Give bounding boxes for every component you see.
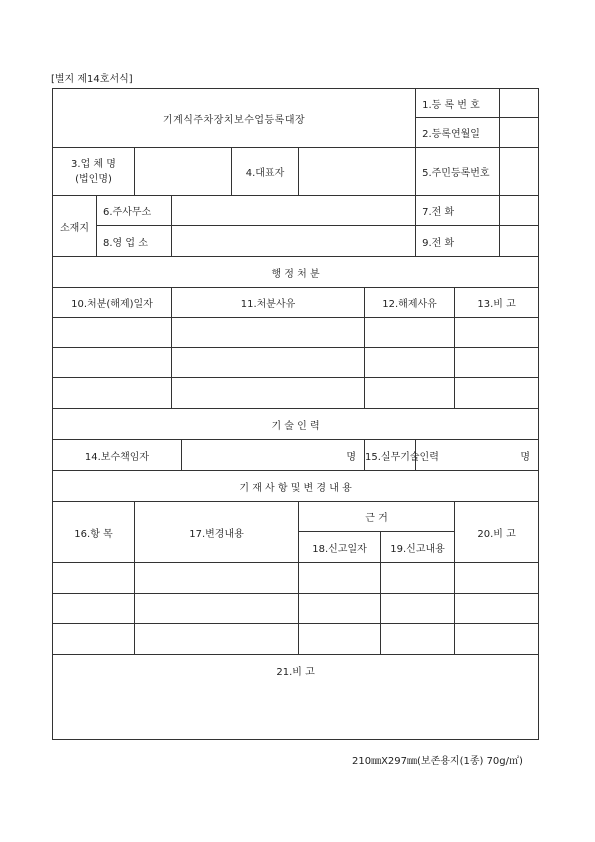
admin-header-remark: 13.비 고 bbox=[455, 288, 539, 318]
admin-cell[interactable] bbox=[365, 348, 455, 378]
business-place-label: 8.영 업 소 bbox=[97, 226, 172, 257]
reg-no-label: 1.등 록 번 호 bbox=[416, 89, 500, 118]
staff-label: 15.실무기술인력 bbox=[365, 440, 416, 471]
reg-date-value[interactable] bbox=[500, 118, 539, 148]
company-name-label: 3.업 체 명 (법인명) bbox=[53, 148, 135, 196]
change-header-report-date: 18.신고일자 bbox=[299, 532, 381, 563]
admin-cell[interactable] bbox=[455, 378, 539, 409]
table-row bbox=[53, 318, 539, 348]
admin-cell[interactable] bbox=[172, 318, 365, 348]
reg-date-label: 2.등록연월일 bbox=[416, 118, 500, 148]
registration-ledger-table bbox=[52, 88, 539, 740]
admin-cell[interactable] bbox=[365, 378, 455, 409]
change-cell[interactable] bbox=[53, 624, 135, 655]
resident-no-label: 5.주민등록번호 bbox=[416, 148, 500, 196]
reg-no-value[interactable] bbox=[500, 89, 539, 118]
chief-label: 14.보수책임자 bbox=[53, 440, 182, 471]
business-place-value[interactable] bbox=[172, 226, 416, 257]
table-row bbox=[53, 624, 539, 655]
chief-count[interactable]: 명 bbox=[182, 440, 365, 471]
paper-spec-footer: 210㎜X297㎜(보존용지(1종) 70g/㎡) bbox=[352, 756, 523, 767]
change-cell[interactable] bbox=[53, 563, 135, 594]
admin-cell[interactable] bbox=[53, 348, 172, 378]
change-cell[interactable] bbox=[381, 594, 455, 624]
admin-cell[interactable] bbox=[455, 348, 539, 378]
change-header-content: 17.변경내용 bbox=[135, 502, 299, 563]
change-cell[interactable] bbox=[299, 594, 381, 624]
table-row bbox=[53, 348, 539, 378]
business-phone-value[interactable] bbox=[500, 226, 539, 257]
change-cell[interactable] bbox=[381, 624, 455, 655]
company-name-value[interactable] bbox=[135, 148, 232, 196]
office-phone-value[interactable] bbox=[500, 196, 539, 226]
office-value[interactable] bbox=[172, 196, 416, 226]
admin-cell[interactable] bbox=[365, 318, 455, 348]
table-row bbox=[53, 594, 539, 624]
admin-cell[interactable] bbox=[455, 318, 539, 348]
change-cell[interactable] bbox=[135, 563, 299, 594]
change-header-remark: 20.비 고 bbox=[455, 502, 539, 563]
change-cell[interactable] bbox=[135, 624, 299, 655]
change-cell[interactable] bbox=[455, 563, 539, 594]
change-cell[interactable] bbox=[455, 624, 539, 655]
table-row bbox=[53, 378, 539, 409]
form-label: [별지 제14호서식] bbox=[51, 74, 133, 85]
change-cell[interactable] bbox=[381, 563, 455, 594]
resident-no-value[interactable] bbox=[500, 148, 539, 196]
admin-cell[interactable] bbox=[172, 378, 365, 409]
remarks-area[interactable]: 21.비 고 bbox=[53, 655, 539, 740]
representative-value[interactable] bbox=[299, 148, 416, 196]
change-cell[interactable] bbox=[299, 624, 381, 655]
admin-section-title: 행 정 처 분 bbox=[53, 257, 539, 288]
admin-cell[interactable] bbox=[53, 378, 172, 409]
table-row bbox=[53, 563, 539, 594]
office-phone-label: 7.전 화 bbox=[416, 196, 500, 226]
change-header-basis: 근 거 bbox=[299, 502, 455, 532]
admin-cell[interactable] bbox=[172, 348, 365, 378]
admin-header-date: 10.처분(해제)일자 bbox=[53, 288, 172, 318]
admin-header-release: 12.해제사유 bbox=[365, 288, 455, 318]
business-phone-label: 9.전 화 bbox=[416, 226, 500, 257]
change-header-report-content: 19.신고내용 bbox=[381, 532, 455, 563]
staff-count[interactable]: 명 bbox=[416, 440, 539, 471]
admin-header-reason: 11.처분사유 bbox=[172, 288, 365, 318]
change-header-item: 16.항 목 bbox=[53, 502, 135, 563]
change-cell[interactable] bbox=[135, 594, 299, 624]
change-cell[interactable] bbox=[455, 594, 539, 624]
ledger-title: 기계식주차장치보수업등록대장 bbox=[53, 89, 416, 148]
changes-section-title: 기 재 사 항 및 변 경 내 용 bbox=[53, 471, 539, 502]
admin-cell[interactable] bbox=[53, 318, 172, 348]
representative-label: 4.대표자 bbox=[232, 148, 299, 196]
location-label: 소재지 bbox=[53, 196, 97, 257]
change-cell[interactable] bbox=[53, 594, 135, 624]
change-cell[interactable] bbox=[299, 563, 381, 594]
office-label: 6.주사무소 bbox=[97, 196, 172, 226]
tech-section-title: 기 술 인 력 bbox=[53, 409, 539, 440]
